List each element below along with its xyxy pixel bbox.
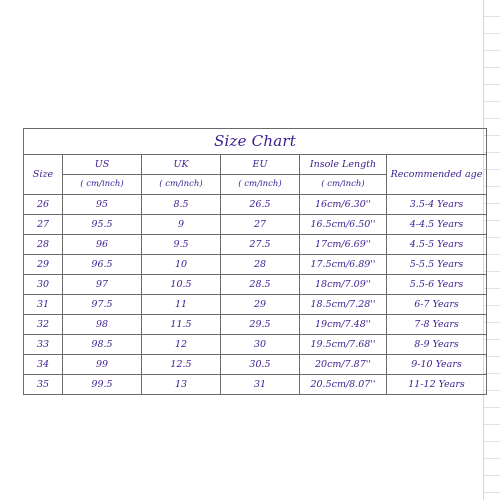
- cell-insole: 17.5cm/6.89'': [300, 255, 387, 275]
- cell-us: 97.5: [63, 295, 142, 315]
- cell-uk: 12: [142, 335, 221, 355]
- cell-eu: 26.5: [221, 195, 300, 215]
- cell-us: 99: [63, 355, 142, 375]
- cell-us: 95: [63, 195, 142, 215]
- cell-size: 35: [24, 375, 63, 395]
- cell-insole: 19.5cm/7.68'': [300, 335, 387, 355]
- size-chart-table: [23, 128, 487, 395]
- cell-eu: 29.5: [221, 315, 300, 335]
- cell-eu: 31: [221, 375, 300, 395]
- unit-insole: ( cm/inch): [300, 175, 387, 195]
- cell-uk: 10.5: [142, 275, 221, 295]
- header-row: [24, 155, 487, 175]
- cell-insole: 19cm/7.48'': [300, 315, 387, 335]
- cell-insole: 18.5cm/7.28'': [300, 295, 387, 315]
- header-uk: UK: [142, 155, 221, 175]
- cell-age: 6-7 Years: [387, 295, 487, 315]
- unit-uk: ( cm/inch): [142, 175, 221, 195]
- header-eu: EU: [221, 155, 300, 175]
- cell-eu: 27: [221, 215, 300, 235]
- cell-age: 4-4.5 Years: [387, 215, 487, 235]
- header-size: Size: [24, 155, 63, 195]
- table-row: [24, 315, 487, 335]
- cell-us: 97: [63, 275, 142, 295]
- table-row: [24, 195, 487, 215]
- cell-size: 27: [24, 215, 63, 235]
- cell-size: 33: [24, 335, 63, 355]
- cell-us: 98.5: [63, 335, 142, 355]
- cell-eu: 28: [221, 255, 300, 275]
- cell-size: 31: [24, 295, 63, 315]
- header-us: US: [63, 155, 142, 175]
- cell-us: 96: [63, 235, 142, 255]
- table-row: [24, 355, 487, 375]
- cell-uk: 10: [142, 255, 221, 275]
- cell-uk: 12.5: [142, 355, 221, 375]
- cell-insole: 18cm/7.09'': [300, 275, 387, 295]
- cell-size: 32: [24, 315, 63, 335]
- table-row: [24, 215, 487, 235]
- table-row: [24, 375, 487, 395]
- table-row: [24, 275, 487, 295]
- header-insole-length: Insole Length: [300, 155, 387, 175]
- cell-insole: 20cm/7.87'': [300, 355, 387, 375]
- cell-eu: 27.5: [221, 235, 300, 255]
- cell-eu: 30: [221, 335, 300, 355]
- cell-eu: 30.5: [221, 355, 300, 375]
- cell-us: 99.5: [63, 375, 142, 395]
- cell-insole: 16.5cm/6.50'': [300, 215, 387, 235]
- cell-age: 11-12 Years: [387, 375, 487, 395]
- table-title: Size Chart: [24, 129, 487, 155]
- unit-eu: ( cm/inch): [221, 175, 300, 195]
- cell-insole: 16cm/6.30'': [300, 195, 387, 215]
- cell-eu: 28.5: [221, 275, 300, 295]
- cell-uk: 11: [142, 295, 221, 315]
- cell-size: 34: [24, 355, 63, 375]
- cell-size: 26: [24, 195, 63, 215]
- cell-us: 98: [63, 315, 142, 335]
- cell-age: 9-10 Years: [387, 355, 487, 375]
- title-row: [24, 129, 487, 155]
- cell-uk: 9: [142, 215, 221, 235]
- cell-age: 5-5.5 Years: [387, 255, 487, 275]
- table-row: [24, 335, 487, 355]
- unit-us: ( cm/inch): [63, 175, 142, 195]
- cell-age: 8-9 Years: [387, 335, 487, 355]
- table-row: [24, 235, 487, 255]
- table-row: [24, 295, 487, 315]
- cell-uk: 13: [142, 375, 221, 395]
- cell-eu: 29: [221, 295, 300, 315]
- cell-insole: 17cm/6.69'': [300, 235, 387, 255]
- cell-age: 7-8 Years: [387, 315, 487, 335]
- header-recommended-age: Recommended age: [387, 155, 487, 195]
- cell-uk: 9.5: [142, 235, 221, 255]
- cell-size: 30: [24, 275, 63, 295]
- cell-size: 29: [24, 255, 63, 275]
- cell-age: 3.5-4 Years: [387, 195, 487, 215]
- cell-uk: 8.5: [142, 195, 221, 215]
- cell-insole: 20.5cm/8.07'': [300, 375, 387, 395]
- table-row: [24, 255, 487, 275]
- cell-uk: 11.5: [142, 315, 221, 335]
- cell-age: 4.5-5 Years: [387, 235, 487, 255]
- cell-us: 96.5: [63, 255, 142, 275]
- cell-age: 5.5-6 Years: [387, 275, 487, 295]
- cell-us: 95.5: [63, 215, 142, 235]
- cell-size: 28: [24, 235, 63, 255]
